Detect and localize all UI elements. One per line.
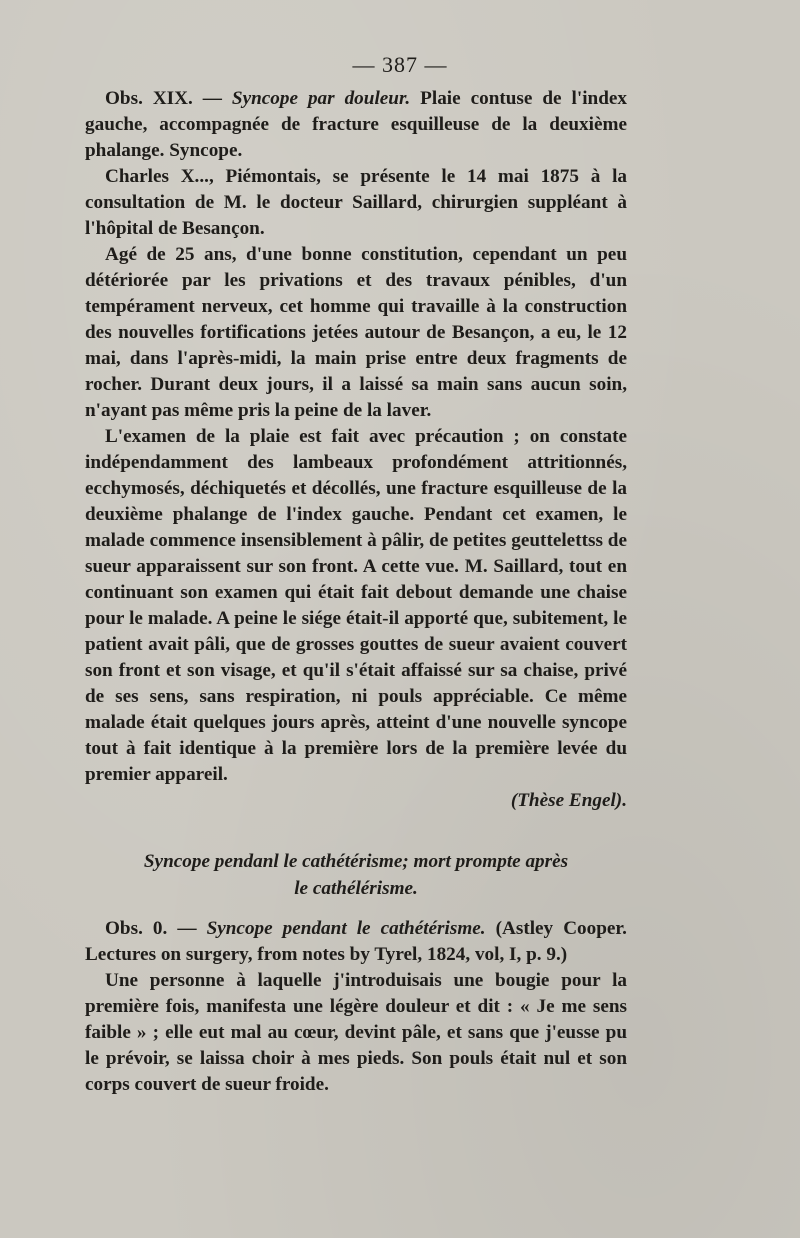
obs-xix-label: Obs. XIX. —	[105, 88, 232, 109]
obs-xix-header	[85, 86, 627, 164]
paragraph-history: Agé de 25 ans, d'une bonne constitution, cependant un peu détériorée par les privations et des travaux pénibles, d'un tempérament nerveux, cet homme qui travaille à la construction des nouvelles fortifications jetées autour de Besançon, a eu, le 12 mai, dans l'après-midi, la main prise entre deux fragments de rocher. Durant deux jours, il a laissé sa main sans aucun soin, n'ayant pas même pris la peine de la laver.	[85, 244, 627, 421]
citation: (Thèse Engel).	[510, 790, 627, 811]
obs-xix-title: Syncope par douleur.	[231, 88, 411, 109]
section-heading-line-1: Syncope pendanl le cathétérisme; mort prompte après	[143, 851, 569, 872]
obs-0-title: Syncope pendant le cathétérisme.	[206, 918, 486, 939]
paragraph-examination: L'examen de la plaie est fait avec précaution ; on constate indépendamment des lambeaux profondément attritionnés, ecchymosés, déchiquetés et décollés, une fracture esquilleuse de la deuxième phalange de l'index gauche. Pendant cet examen, le malade commence insensiblement à pâlir, de petites geuttelettss de sueur apparaissent sur son front. A cette vue. M. Saillard, tout en continuant son examen qui était fait debout demande une chaise pour le malade. A peine le siége était-il apporté que, subitement, le patient avait pâli, que de grosses gouttes de sueur avaient couvert son front et son visage, et qu'il s'était affaissé sur sa chaise, privé de ses sens, sans respiration, ni pouls appréciable. Ce même malade était quelques jours après, atteint d'une nouvelle syncope tout à fait identique à la première lors de la première levée du premier appareil.	[85, 426, 627, 785]
obs-0-reference: (Astley Cooper. Lectures on surgery, from notes by Tyrel, 1824, vol, I, p. 9.)	[85, 918, 627, 965]
obs-xix-summary: Plaie contuse de l'index gauche, accompagnée de fracture esquilleuse de la deuxième phalange. Syncope.	[85, 88, 627, 161]
obs-0-label: Obs. 0. —	[105, 918, 207, 939]
page-body	[85, 86, 627, 1098]
obs-0-header	[85, 916, 627, 968]
section-heading	[85, 848, 627, 902]
paragraph-patient-intro: Charles X..., Piémontais, se présente le 14 mai 1875 à la consultation de M. le docteur Saillard, chirurgien suppléant à l'hôpital de Besançon.	[85, 166, 627, 239]
section-heading-line-2: le cathélérisme.	[294, 878, 418, 899]
page-number: — 387 —	[352, 52, 448, 77]
paragraph-final: Une personne à laquelle j'introduisais une bougie pour la première fois, manifesta une légère douleur et dit : « Je me sens faible » ; elle eut mal au cœur, devint pâle, et sans que j'eusse pu le prévoir, se laissa choir à mes pieds. Son pouls était nul et son corps couvert de sueur froide.	[85, 970, 627, 1095]
